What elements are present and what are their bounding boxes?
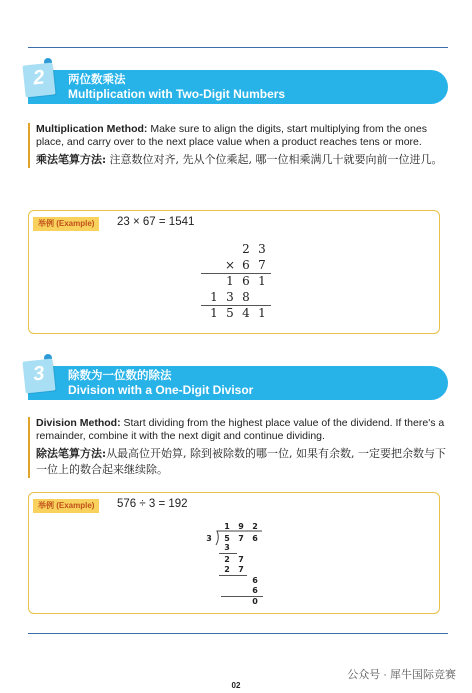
calc-digit: 4 <box>242 306 250 320</box>
calc-digit: 3 <box>226 290 234 304</box>
calc-digit: 1 <box>258 274 266 288</box>
calc-digit: 1 <box>258 306 266 320</box>
calc-digit: 1 <box>210 290 218 304</box>
section2-banner <box>28 66 448 104</box>
step-digit: 3 <box>224 543 230 552</box>
step-digit: 2 <box>224 565 230 574</box>
section3-method-zh <box>36 446 448 478</box>
section2-method-text-zh: 注意数位对齐, 先从个位乘起, 哪一位相乘满几十就要向前一位进几。 <box>106 153 443 166</box>
section2-number-badge <box>22 63 55 98</box>
calc-digit: 2 <box>242 242 250 256</box>
quotient-digit: 9 <box>238 522 244 531</box>
section3-number: 3 <box>32 362 46 386</box>
section3-method-text-en: Start dividing from the highest place value of the dividend. If there's a remainder, combine it with the next digit and continue dividing. <box>36 417 445 442</box>
section3-example-equation: 576 ÷ 3 = 192 <box>117 498 188 510</box>
section2-title-zh: 两位数乘法 <box>68 74 126 86</box>
calc-digit: 1 <box>226 274 234 288</box>
calc-digit: 6 <box>242 274 250 288</box>
section3-example-tag: 举例 (Example) <box>33 499 99 513</box>
step-digit: 6 <box>252 576 258 585</box>
watermark: 公众号 · 犀牛国际竞赛 <box>347 669 456 681</box>
section3-example <box>28 492 440 614</box>
section3-banner <box>28 362 448 400</box>
section3-title-zh: 除数为一位数的除法 <box>68 370 172 382</box>
calc-digit: 8 <box>242 290 250 304</box>
section2-method-zh <box>36 152 448 168</box>
section2-example-equation: 23 × 67 = 1541 <box>117 216 195 228</box>
section3-method <box>28 417 448 478</box>
dividend-digit: 5 <box>224 534 230 543</box>
section2-example-tag: 举例 (Example) <box>33 217 99 231</box>
step-digit: 6 <box>252 586 258 595</box>
section2-method-en <box>36 123 448 149</box>
section3-method-en <box>36 417 448 443</box>
section2-method <box>28 123 448 168</box>
section2-title-en: Multiplication with Two-Digit Numbers <box>68 87 286 101</box>
section3-method-text-zh: 从最高位开始算, 除到被除数的哪一位, 如果有余数, 一定要把余数与下一位上的数合起来继续除。 <box>36 447 447 476</box>
calc-digit: 7 <box>258 258 266 272</box>
section3-title-en: Division with a One-Digit Divisor <box>68 383 254 397</box>
section3-number-badge <box>22 359 55 394</box>
step-digit: 2 <box>224 555 230 564</box>
calc-digit: 3 <box>258 242 266 256</box>
section2-method-label-en: Multiplication Method: <box>36 123 148 135</box>
footer-rule <box>28 633 448 634</box>
remainder: 0 <box>252 597 258 606</box>
step-digit: 7 <box>238 555 244 564</box>
section3-title <box>68 369 253 397</box>
section2-method-label-zh: 乘法笔算方法: <box>36 153 107 166</box>
calc-digit: × <box>224 258 236 272</box>
step-digit: 7 <box>238 565 244 574</box>
dividend-digit: 6 <box>252 534 258 543</box>
section3-method-label-zh: 除法笔算方法: <box>36 447 107 460</box>
calc-rule <box>219 553 237 554</box>
quotient-digit: 2 <box>252 522 258 531</box>
calc-digit: 6 <box>242 258 250 272</box>
calc-digit: 5 <box>226 306 234 320</box>
section2-method-text-en: Make sure to align the digits, start multiplying from the ones place, and carry over to the next place value when a product reaches tens or more. <box>36 123 427 148</box>
section2-number: 2 <box>32 66 46 90</box>
calc-rule <box>219 575 247 576</box>
calc-digit: 1 <box>210 306 218 320</box>
dividend-digit: 7 <box>238 534 244 543</box>
section2-example <box>28 210 440 334</box>
page-number: 02 <box>231 681 241 690</box>
divisor: 3 <box>206 534 212 543</box>
top-rule <box>28 47 448 48</box>
section2-title <box>68 73 285 101</box>
section3-method-label-en: Division Method: <box>36 417 121 429</box>
quotient-digit: 1 <box>224 522 230 531</box>
